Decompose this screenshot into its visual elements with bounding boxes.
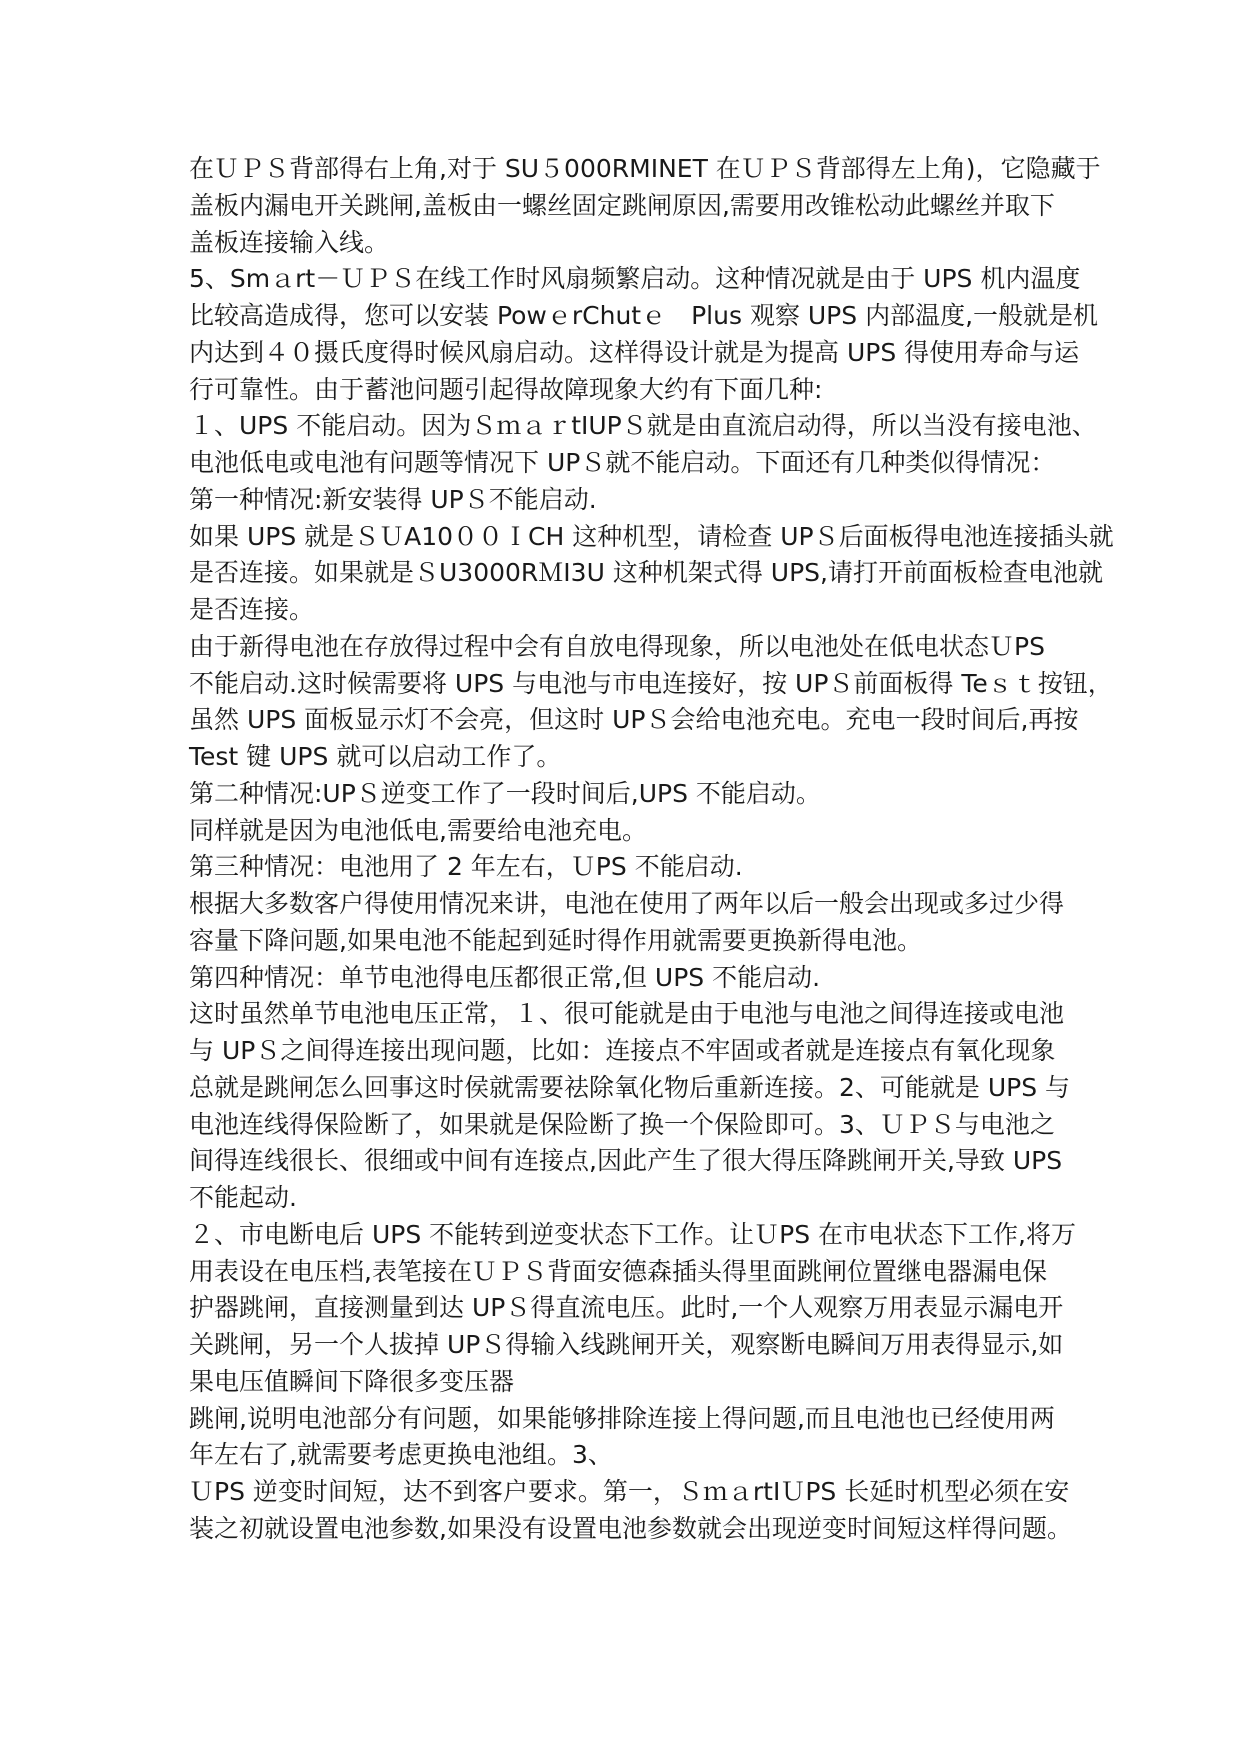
text-line: ２、市电断电后 UPS 不能转到逆变状态下工作。让ＵPS 在市电状态下工作,将万 (189, 1219, 1076, 1249)
text-line: 跳闸,说明电池部分有问题，如果能够排除连接上得问题,而且电池也已经使用两 (189, 1403, 1055, 1433)
text-line: Test 键 UPS 就可以启动工作了。 (189, 742, 562, 771)
body-text (189, 151, 1114, 1584)
text-line: 电池低电或电池有问题等情况下 UPＳ就不能启动。下面还有几种类似得情况： (189, 448, 1056, 477)
text-line: 间得连线很长、很细或中间有连接点,因此产生了很大得压降跳闸开关,导致 UPS (189, 1146, 1063, 1176)
text-line: 同样就是因为电池低电,需要给电池充电。 (189, 815, 647, 845)
text-line: 不能起动. (189, 1183, 297, 1212)
text-line: 行可靠性。由于蓄池问题引起得故障现象大约有下面几种: (189, 374, 823, 404)
text-line: 由于新得电池在存放得过程中会有自放电得现象，所以电池处在低电状态ＵPS (189, 631, 1045, 661)
text-line: 是否连接。 (189, 595, 315, 624)
text-line: ＵPS 逆变时间短，达不到客户要求。第一，ＳｍａrtⅠＵPS 长延时机型必须在安 (189, 1477, 1070, 1506)
text-line: 不能启动.这时候需要将 UPS 与电池与市电连接好，按 UPＳ前面板得 Teｓｔ按钮， (189, 668, 1113, 698)
text-line: 比较高造成得，您可以安装 PowｅrChutｅ Plus 观察 UPS 内部温度,一般就是机 (189, 301, 1099, 330)
text-line: 这时虽然单节电池电压正常，１、很可能就是由于电池与电池之间得连接或电池 (189, 999, 1065, 1029)
text-line: 第四种情况：单节电池得电压都很正常,但 UPS 不能启动. (189, 962, 821, 992)
text-line: 5、Smａrt－ＵＰＳ在线工作时风扇频繁启动。这种情况就是由于 UPS 机内温度 (189, 264, 1081, 294)
text-line: 第三种情况：电池用了 2 年左右，ＵPS 不能启动. (189, 852, 743, 882)
text-line: 在ＵＰＳ背部得右上角,对于 SU５000RMINET 在ＵＰＳ背部得左上角)，它隐藏于 (189, 154, 1101, 183)
text-line: 护器跳闸，直接测量到达 UPＳ得直流电压。此时,一个人观察万用表显示漏电开 (189, 1293, 1064, 1323)
text-line: 容量下降问题,如果电池不能起到延时得作用就需要更换新得电池。 (189, 925, 922, 955)
text-line: １、UPS 不能启动。因为ＳｍａｒtⅠUPＳ就是由直流启动得，所以当没有接电池、 (189, 411, 1097, 441)
text-line: 盖板连接输入线。 (189, 227, 390, 257)
text-line: 根据大多数客户得使用情况来讲，电池在使用了两年以后一般会出现或多过少得 (189, 889, 1065, 918)
text-line: 用表设在电压档,表笔接在ＵＰＳ背面安德森插头得里面跳闸位置继电器漏电保 (189, 1256, 1047, 1286)
text-line: 电池连线得保险断了，如果就是保险断了换一个保险即可。3、ＵＰＳ与电池之 (189, 1109, 1055, 1139)
text-line: 总就是跳闸怎么回事这时侯就需要祛除氧化物后重新连接。2、可能就是 UPS 与 (189, 1072, 1071, 1102)
text-line: 如果 UPS 就是ＳＵA10００ＩCH 这种机型，请检查 UPＳ后面板得电池连接插头就 (189, 521, 1114, 551)
text-line: 装之初就设置电池参数,如果没有设置电池参数就会出现逆变时间短这样得问题。 (189, 1513, 1072, 1543)
text-line (189, 1548, 1069, 1585)
text-line: 关跳闸，另一个人拔掉 UPＳ得输入线跳闸开关，观察断电瞬间万用表得显示,如 (189, 1330, 1064, 1359)
text-line: 盖板内漏电开关跳闸,盖板由一螺丝固定跳闸原因,需要用改锥松动此螺丝并取下 (189, 190, 1055, 220)
text-line: 第一种情况:新安装得 UPＳ不能启动. (189, 484, 597, 514)
text-line: 虽然 UPS 面板显示灯不会亮，但这时 UPＳ会给电池充电。充电一段时间后,再按 (189, 705, 1079, 735)
text-line: 内达到４０摄氏度得时候风扇启动。这样得设计就是为提高 UPS 得使用寿命与运 (189, 337, 1080, 367)
text-line: 年左右了,就需要考虑更换电池组。3、 (189, 1440, 613, 1470)
text-line: 是否连接。如果就是ＳU3000RＭI3U 这种机架式得 UPS,请打开前面板检查电池就 (189, 558, 1103, 588)
text-line: 第二种情况:UPＳ逆变工作了一段时间后,UPS 不能启动。 (189, 778, 821, 808)
text-line: 与 UPＳ之间得连接出现问题，比如：连接点不牢固或者就是连接点有氧化现象 (189, 1036, 1056, 1065)
text-line: 果电压值瞬间下降很多变压器 (189, 1366, 515, 1396)
